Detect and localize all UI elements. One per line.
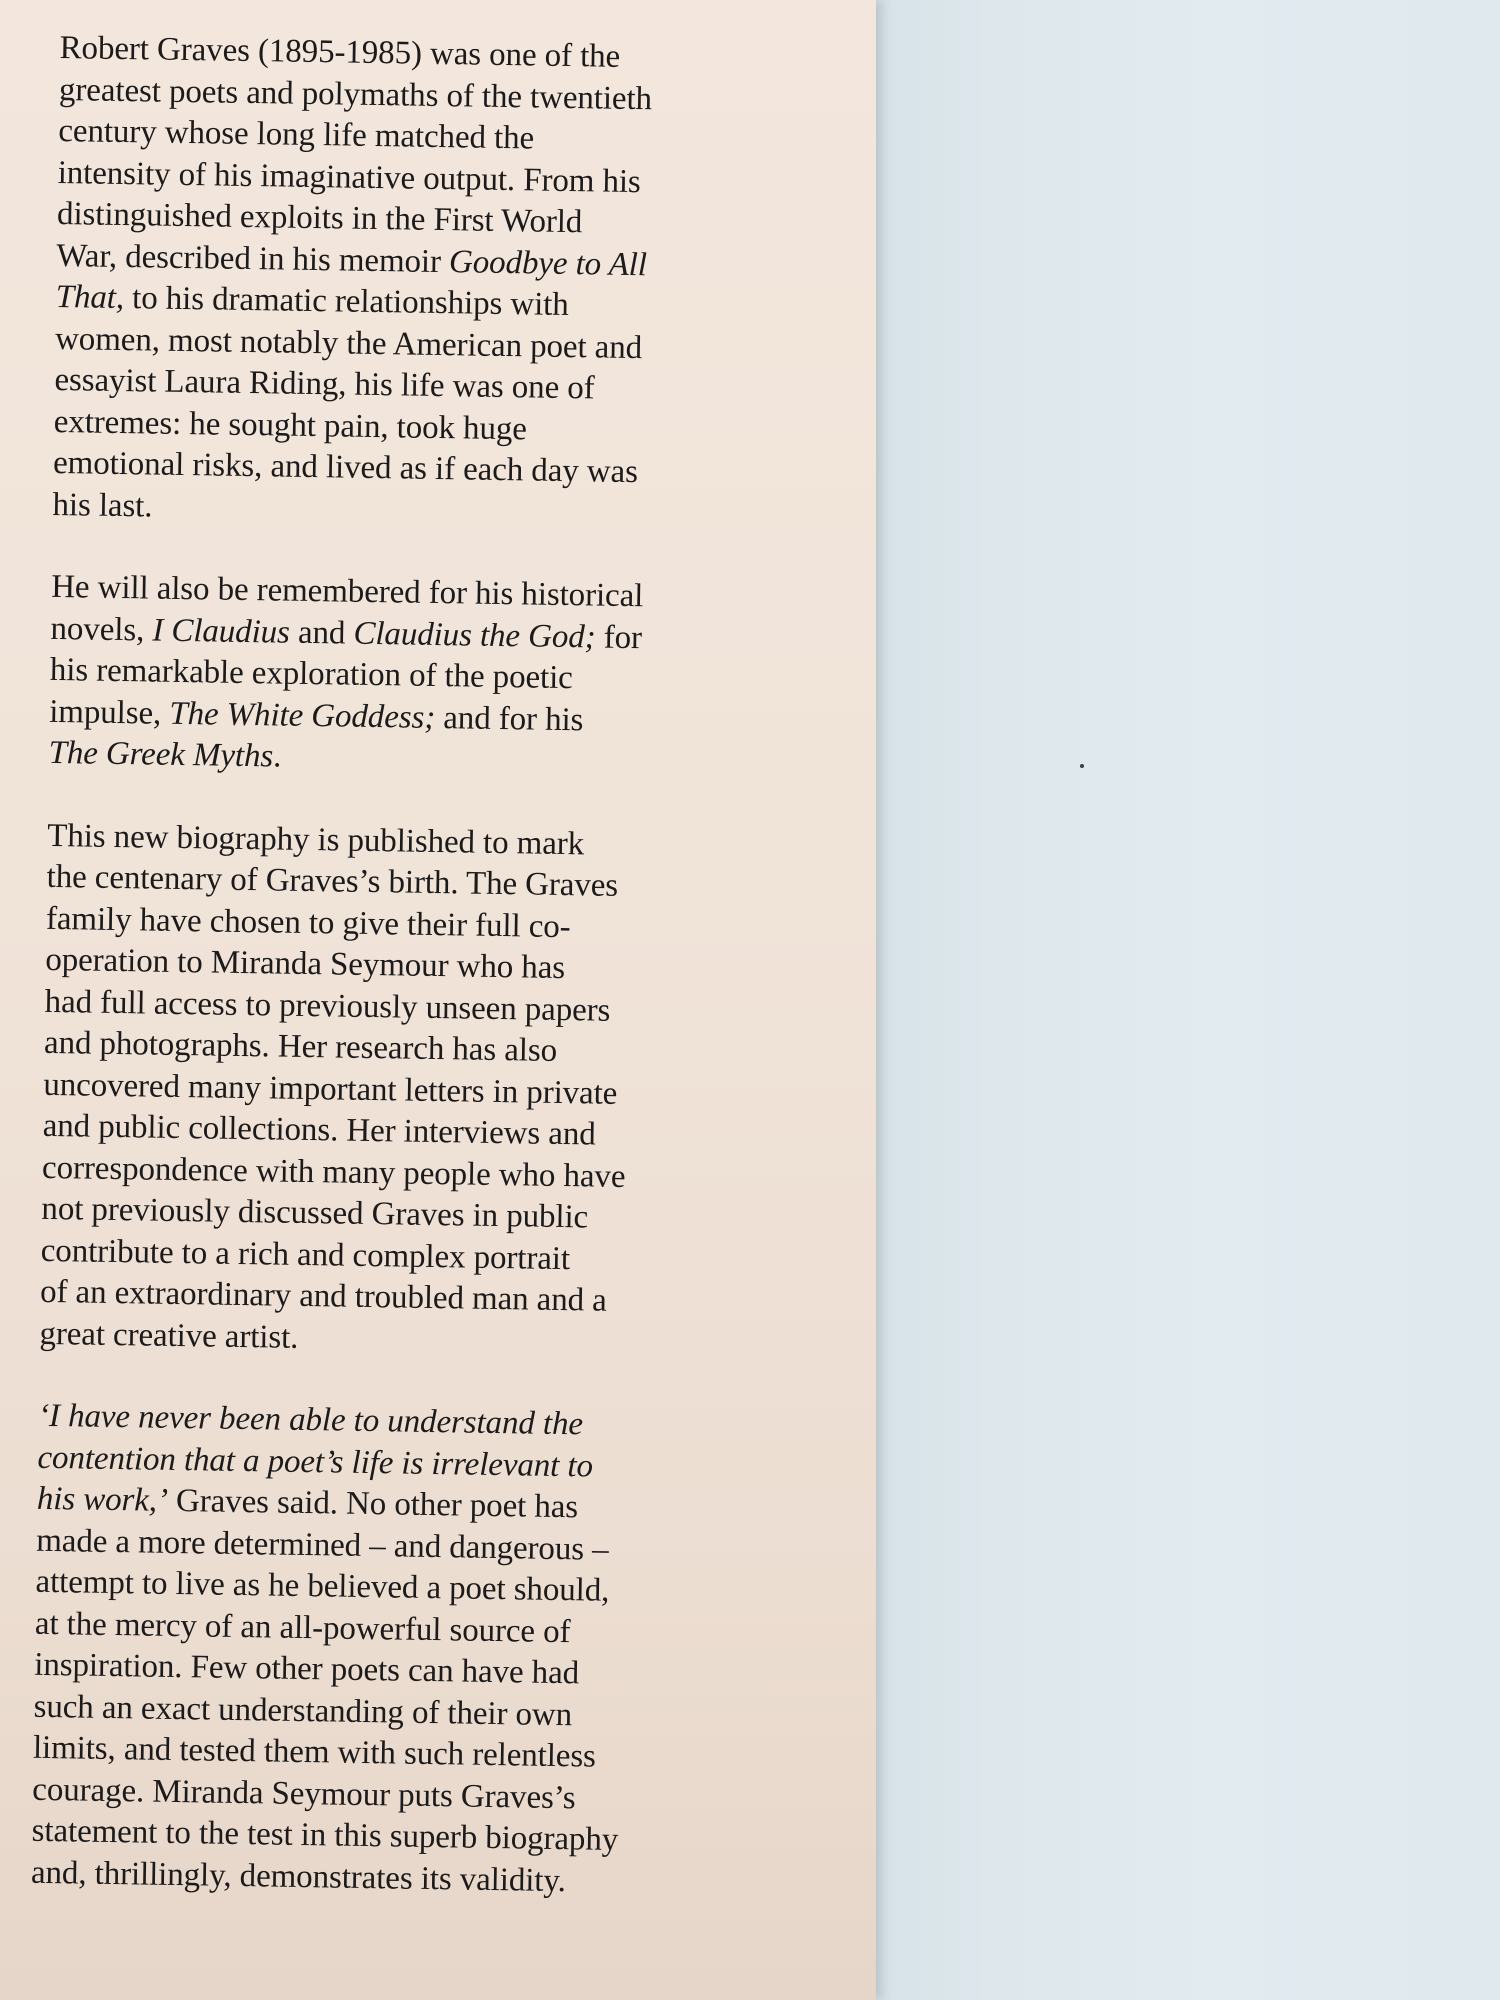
italic-text-run: The White Goddess;: [169, 695, 436, 736]
text-run: great creative artist.: [39, 1315, 299, 1356]
text-run: essayist Laura Riding, his life was one of: [54, 361, 595, 407]
endpaper: [860, 0, 1500, 2000]
text-run: statement to the test in this superb biography: [31, 1812, 619, 1858]
italic-text-run: I Claudius: [152, 612, 291, 651]
text-run: family have chosen to give their full co-: [45, 900, 571, 945]
text-run: his remarkable exploration of the poetic: [49, 651, 574, 697]
italic-text-run: Claudius the God;: [353, 615, 596, 655]
flap-copy: [30, 28, 800, 1946]
text-run: had full access to previously unseen papers: [44, 983, 611, 1029]
text-run: intensity of his imaginative output. From his: [57, 154, 642, 200]
text-run: emotional risks, and lived as if each day was: [52, 444, 639, 491]
text-run: and, thrillingly, demonstrates its validity.: [30, 1854, 567, 1899]
flap-paragraph-2: [48, 567, 791, 786]
text-run: impulse,: [48, 693, 170, 732]
text-run: contribute to a rich and complex portrait: [40, 1232, 571, 1277]
text-run: This new biography is published to mark: [47, 817, 585, 862]
italic-text-run: Goodbye to All: [448, 243, 648, 283]
text-run: Robert Graves (1895-1985) was one of the: [59, 29, 621, 75]
text-run: for: [595, 618, 643, 656]
text-run: his last.: [52, 486, 153, 525]
italic-text-run: his work,’: [36, 1480, 169, 1519]
text-run: to his dramatic relationships with: [123, 280, 569, 324]
flap-paragraph-4: [31, 1396, 779, 1906]
text-run: century whose long life matched the: [58, 112, 535, 157]
text-run: courage. Miranda Seymour puts Graves’s: [32, 1771, 576, 1816]
text-run: .: [272, 738, 282, 775]
text-run: attempt to live as he believed a poet should,: [35, 1563, 610, 1609]
text-run: not previously discussed Graves in public: [41, 1190, 589, 1236]
text-run: made a more determined – and dangerous –: [35, 1522, 609, 1568]
text-run: distinguished exploits in the First World: [56, 195, 583, 241]
flap-paragraph-3: [39, 815, 787, 1366]
paper-speck: [1080, 764, 1084, 768]
text-run: and photographs. Her research has also: [43, 1024, 558, 1069]
text-run: such an exact understanding of their own: [33, 1688, 573, 1733]
text-run: uncovered many important letters in private: [43, 1066, 618, 1112]
text-run: of an extraordinary and troubled man and a: [39, 1273, 608, 1319]
text-run: He will also be remembered for his historical: [50, 568, 644, 615]
text-run: War, described in his memoir: [56, 237, 450, 280]
italic-text-run: The Greek Myths: [48, 734, 274, 775]
text-run: women, most notably the American poet and: [54, 320, 643, 366]
text-run: and public collections. Her interviews and: [42, 1107, 596, 1153]
flap-paragraph-1: [52, 28, 800, 538]
text-run: Graves said. No other poet has: [167, 1482, 579, 1526]
text-run: operation to Miranda Seymour who has: [45, 941, 566, 987]
text-run: the centenary of Graves’s birth. The Graves: [46, 858, 619, 904]
text-run: at the mercy of an all-powerful source of: [34, 1605, 571, 1650]
text-run: and: [289, 614, 354, 652]
text-run: and for his: [434, 699, 584, 738]
text-run: limits, and tested them with such relentless: [32, 1729, 597, 1775]
italic-text-run: contention that a poet’s life is irrelevant to: [37, 1439, 594, 1485]
text-run: inspiration. Few other poets can have had: [34, 1646, 580, 1692]
text-run: extremes: he sought pain, took huge: [53, 403, 528, 447]
text-run: novels,: [50, 610, 153, 649]
italic-text-run: ‘I have never been able to understand the: [37, 1397, 584, 1443]
text-run: greatest poets and polymaths of the twentieth: [58, 71, 653, 117]
text-run: correspondence with many people who have: [41, 1149, 626, 1195]
italic-text-run: That,: [55, 278, 125, 317]
